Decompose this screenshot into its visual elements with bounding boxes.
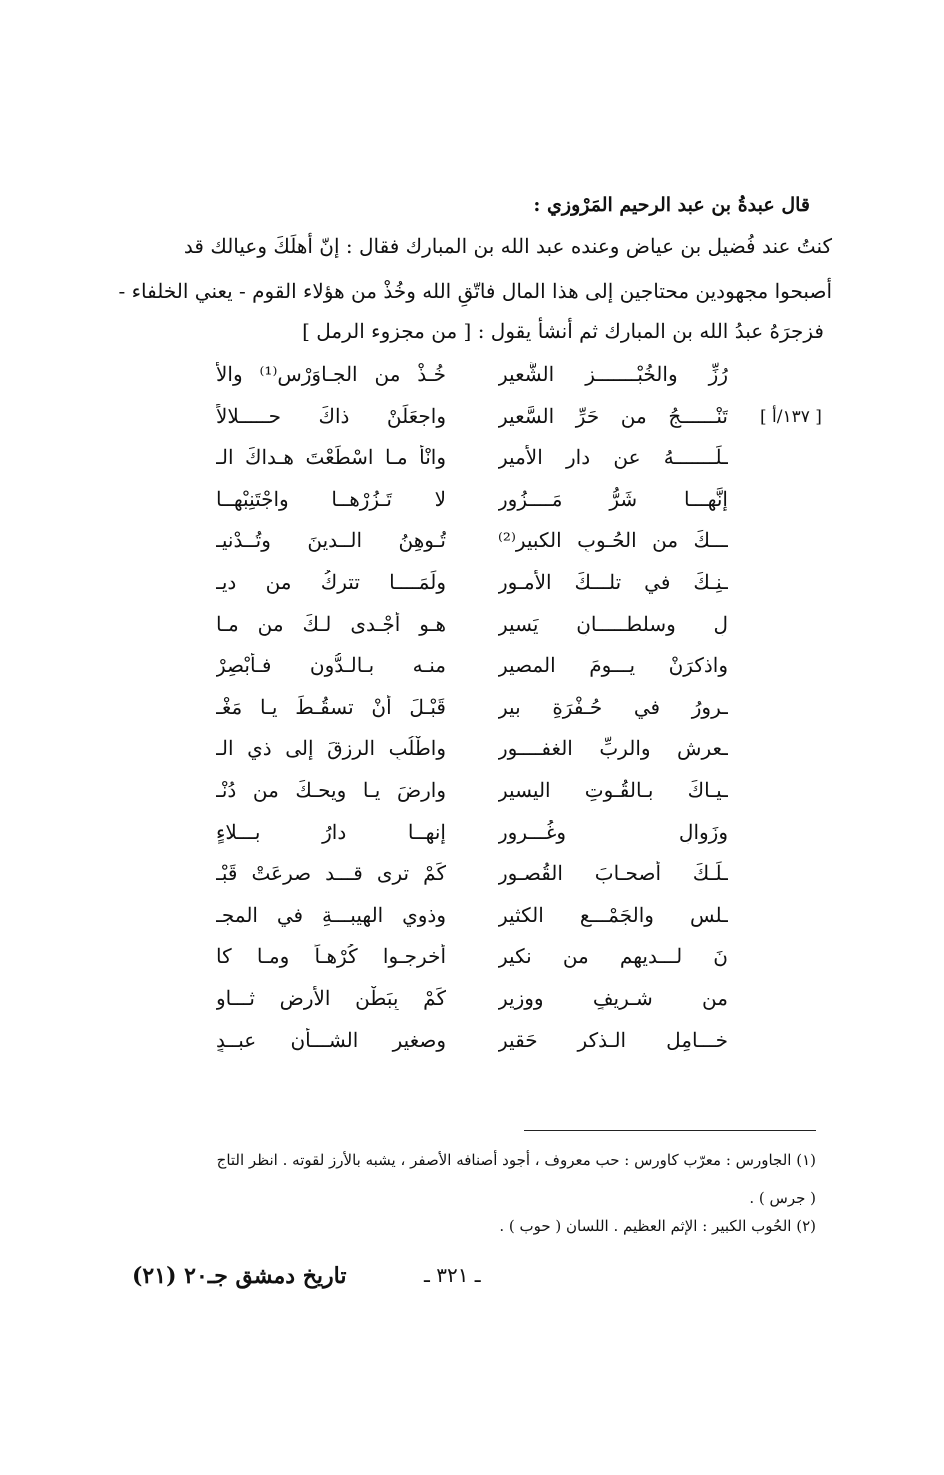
section-heading: قال عبدةُ بن عبد الرحيم المَرْوزي : bbox=[533, 194, 810, 216]
verse-second-hemistich: ـنِـكَ في تلـــكَ الأمـورِ bbox=[498, 570, 728, 594]
verse-first-hemistich: قَبْـلَ أنْ تسقُـطَ يـا مَغْـ bbox=[216, 694, 446, 719]
verse-line bbox=[0, 612, 944, 648]
verse-second-hemistich: ـلسِ والجَمْـــعِ الكثيرِ bbox=[498, 902, 728, 927]
verse-first-hemistich: تُـوهِنُ الــدينَ وتُــدْنيـ bbox=[216, 528, 446, 553]
verse-second-hemistich: واذكرَنْ يـــومَ المصيرِ bbox=[498, 653, 728, 678]
verse-first-hemistich: واطْلُبِ الرزقَ إلى ذي الـ bbox=[216, 736, 446, 761]
verse-first-hemistich: إنهــا دارُ بـــلاءٍ bbox=[216, 819, 446, 844]
verse-second-hemistich: ـلَـكَ أصحـابَ القُصـورِ bbox=[498, 861, 728, 886]
verse-first-hemistich: وصغيرِ الشـــأنِ عبــدٍ bbox=[216, 1027, 446, 1052]
verse-line bbox=[0, 653, 944, 689]
verse-second-hemistich: من شـريفٍ ووزيرِ bbox=[498, 986, 728, 1010]
prose-line-1: كنتُ عند فُضيل بن عياض وعنده عبد الله بن المبارك فقال : إنّ أهلَكَ وعيالك قد bbox=[183, 234, 832, 258]
verse-second-hemistich: إِنَّهـــا شَرُّ مَــــزُورِ bbox=[498, 486, 728, 511]
page-number: ـ ٣٢١ ـ bbox=[424, 1263, 481, 1287]
verse-first-hemistich: منـه بـالـدُّونِ فـأَبْصِرْ bbox=[216, 653, 446, 678]
verse-first-hemistich: وارضَ يـا ويحـكَ من دُنْـ bbox=[216, 778, 446, 802]
verse-line bbox=[0, 986, 944, 1022]
verse-second-hemistich: وزَوالٍ وغُـــرورِ bbox=[498, 819, 728, 844]
footnote-1: (١) الجاورس : معرّب كاورس : حب معروف ، أجود أصنافه الأصفر ، يشبه بالأرز لقوته . انظر التاج bbox=[216, 1151, 816, 1169]
verse-first-hemistich: كَمْ ترى قـــد صرعَتْ قَبْـ bbox=[216, 861, 446, 886]
verse-first-hemistich: أُخرجـوا كُرْهـاً ومـا كا bbox=[216, 944, 446, 969]
footnote-2: (٢) الحُوب الكبير : الإثم العظيم . اللسان ( حوب ) . bbox=[499, 1217, 816, 1235]
verse-second-hemistich: ـلَـــــــهُ عن دارِ الأَميرِ bbox=[498, 445, 728, 470]
verse-line bbox=[0, 404, 944, 440]
verse-first-hemistich: وانْأَ مـا اسْطَعْتَ هـداكَ الـ bbox=[216, 445, 446, 470]
verse-second-hemistich: تَنْــــــجُ من حَرِّ السَّعيرِ bbox=[498, 403, 728, 428]
verse-second-hemistich: لٍ وسلطـــــانٍ يَسيرِ bbox=[498, 611, 728, 636]
prose-line-2: أصبحوا مجهودين محتاجين إلى هذا المال فاتّقِ الله وخُذْ من هؤلاء القوم - يعني الخلفاء - bbox=[118, 279, 832, 303]
verse-first-hemistich: لا تَـزُرْهــا واجْتَنِبْهــا bbox=[216, 486, 446, 511]
verse-second-hemistich: خـــامِلِ الـذكرِ حَقيرِ bbox=[498, 1027, 728, 1052]
verse-line bbox=[0, 362, 944, 398]
verse-line bbox=[0, 1028, 944, 1064]
footnote-divider bbox=[524, 1130, 816, 1131]
prose-line-3: فزجرَهُ عبدُ الله بن المبارك ثم أنشأ يقول : [ من مجزوء الرمل ] bbox=[302, 319, 824, 343]
verse-line bbox=[0, 944, 944, 980]
verse-line bbox=[0, 736, 944, 772]
verse-first-hemistich: وذوي الهيبـــةِ في المجـ bbox=[216, 902, 446, 927]
verse-first-hemistich: هـو أجْـدى لـكَ من مـا bbox=[216, 611, 446, 636]
verse-line bbox=[0, 487, 944, 523]
verse-second-hemistich: ـــكَ من الحُـوبِ الكبيرِ⁽²⁾ bbox=[498, 528, 728, 553]
verse-first-hemistich: واجعَلَنْ ذاكَ حـــــلالاً bbox=[216, 403, 446, 428]
manuscript-folio-ref: [ ١٣٧/أ ] bbox=[760, 407, 822, 427]
verse-line bbox=[0, 778, 944, 814]
verse-first-hemistich: كَمْ بِبَطْنِ الأرضِ ثـــاوٍ bbox=[216, 986, 446, 1010]
verse-line bbox=[0, 820, 944, 856]
page-footer bbox=[0, 1263, 944, 1297]
verse-line bbox=[0, 903, 944, 939]
verse-second-hemistich: ـرورُ في حُـفْرَةِ بيرِ bbox=[498, 694, 728, 719]
running-title: تاريخ دمشق جـ٢٠ (٢١) bbox=[132, 1263, 347, 1289]
verse-second-hemistich: ـيـاكَ بـالقُـوتِ اليسيرِ bbox=[498, 778, 728, 802]
verse-second-hemistich: ـعرشِ والربِّ الغفــــورِ bbox=[498, 736, 728, 761]
verse-line bbox=[0, 861, 944, 897]
verse-first-hemistich: ولَمَــــا تتركُ من ديـ bbox=[216, 570, 446, 594]
verse-second-hemistich: رُزِّ والخُبْـــــــزِ الشَّعيرِ bbox=[498, 362, 728, 386]
verse-line bbox=[0, 695, 944, 731]
verse-second-hemistich: نَ لـــديهم من نكيرِ bbox=[498, 944, 728, 969]
verse-first-hemistich: خُـذْ من الجـاوَرْس⁽¹⁾ والأُ bbox=[216, 362, 446, 386]
verse-line bbox=[0, 528, 944, 564]
footnote-1-continued: ( جرس ) . bbox=[749, 1189, 816, 1207]
verse-line bbox=[0, 570, 944, 606]
verse-line bbox=[0, 445, 944, 481]
